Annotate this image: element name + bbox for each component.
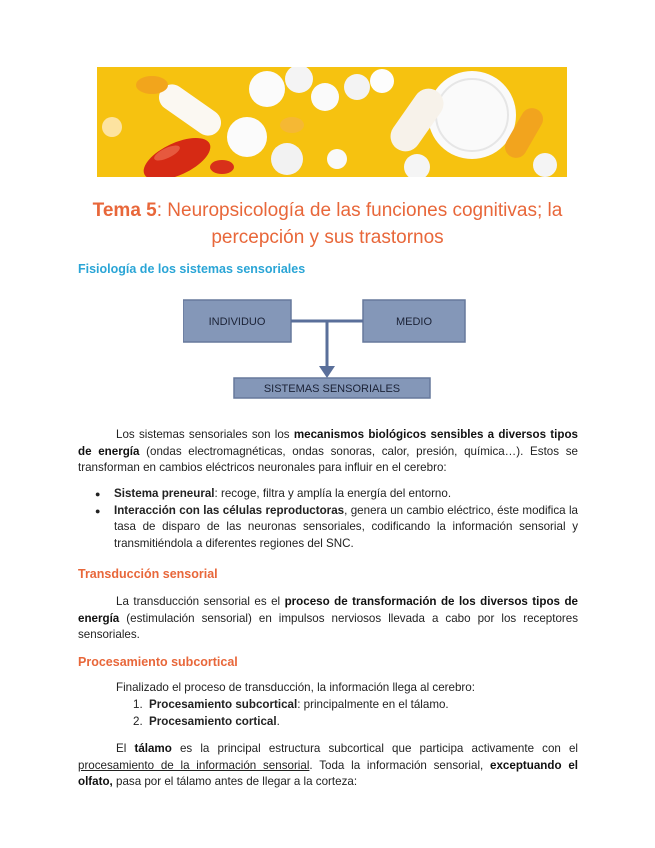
page-title: [60, 197, 595, 251]
title-bold: Tema 5: [92, 200, 157, 221]
label-sistemas: SISTEMAS SENSORIALES: [263, 383, 401, 395]
numbered-list: [115, 696, 575, 730]
sensory-diagram: [183, 296, 483, 411]
pills-illustration: [97, 67, 567, 177]
bullet-list: [78, 486, 578, 552]
title-rest: : Neuropsicología de las funciones cognitivas; la percepción y sus trastornos: [156, 200, 563, 248]
paragraph-sistemas-sensoriales: Los sistemas sensoriales son los mecanismos biológicos sensibles a diversos tipos de energía (ondas electromagnéticas, ondas sonoras, calor, presión, química…). Estos se transforman en cambios eléctricos neuronales para influir en el cerebro:: [78, 428, 578, 474]
list-item: ● Sistema preneural: recoge, filtra y amplía la energía del entorno.: [78, 486, 578, 503]
label-individuo: INDIVIDUO: [208, 316, 266, 328]
list-item: ● Interacción con las células reproductoras, genera un cambio eléctrico, éste modifica la tasa de disparo de las neuronas sensoriales, codificando la información sensorial y transmitiéndola a diferentes regiones del SNC.: [78, 503, 578, 553]
header-image-pills: [97, 67, 567, 177]
paragraph-finalizado: Finalizado el proceso de transducción, la información llega al cerebro:: [116, 681, 475, 694]
section-heading-transduccion: Transducción sensorial: [78, 567, 218, 581]
paragraph-talamo: El tálamo es la principal estructura subcortical que participa activamente con el procesamiento de la información sensorial. Toda la información sensorial, exceptuando el olfato, pasa por el tálamo antes de llegar a la corteza:: [78, 742, 579, 788]
list-item: 1. Procesamiento subcortical: principalmente en el tálamo.: [133, 698, 449, 711]
section-heading-fisiologia: Fisiología de los sistemas sensoriales: [78, 262, 306, 276]
section-heading-procesamiento: Procesamiento subcortical: [78, 655, 238, 669]
label-medio: MEDIO: [395, 316, 433, 328]
paragraph-transduccion: La transducción sensorial es el proceso de transformación de los diversos tipos de energía (estimulación sensorial) en impulsos nerviosos llevada a cabo por los receptores sensoriales.: [78, 595, 578, 641]
list-item: 2. Procesamiento cortical.: [133, 715, 280, 728]
arrow-head: [319, 366, 335, 378]
